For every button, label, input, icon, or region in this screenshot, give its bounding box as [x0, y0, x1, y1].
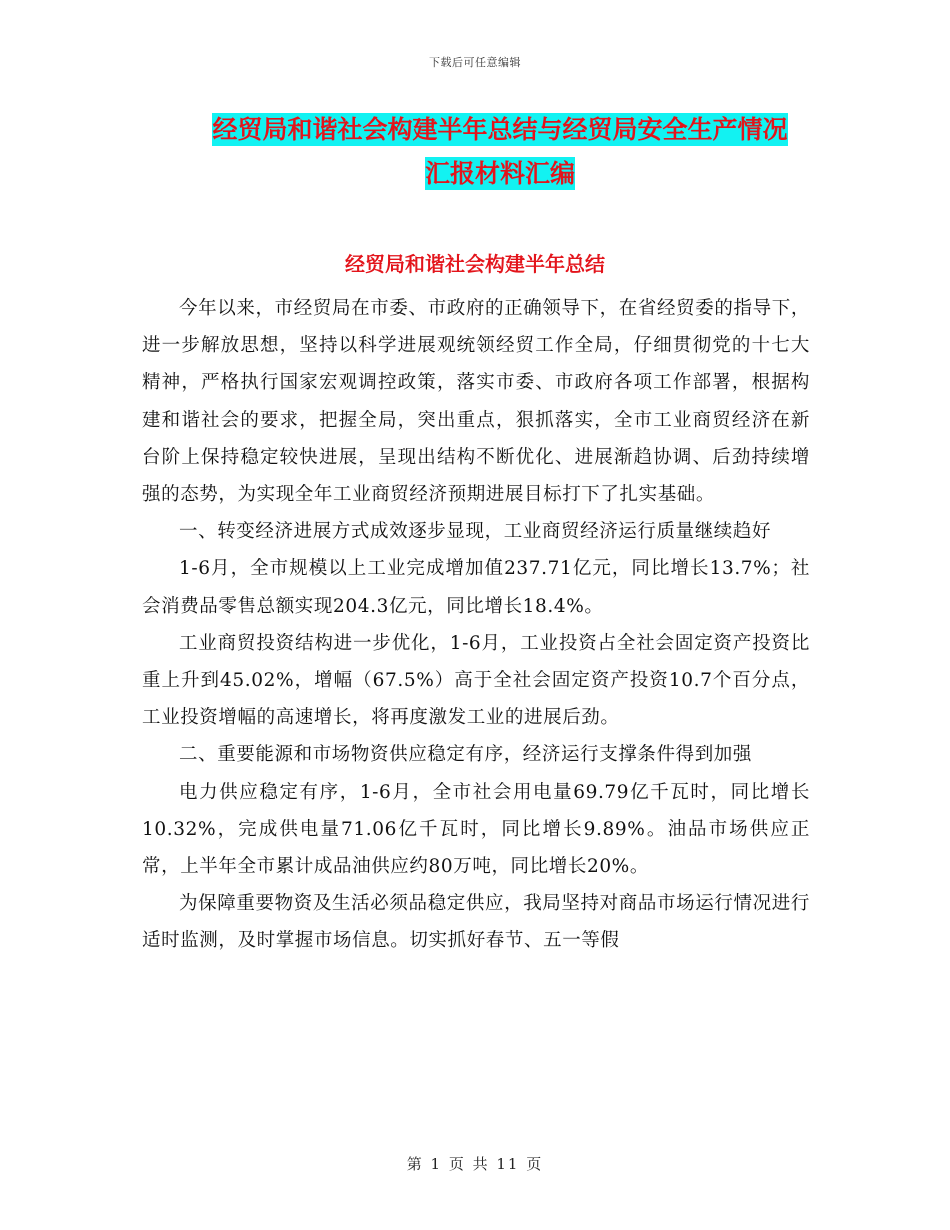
document-title-line-1: 经贸局和谐社会构建半年总结与经贸局安全生产情况: [212, 115, 788, 144]
document-title-line-2: 汇报材料汇编: [424, 159, 575, 188]
paragraph-heading-2: 二、重要能源和市场物资供应稳定有序，经济运行支撑条件得到加强: [179, 744, 753, 766]
paragraph-market-supply: 为保障重要物资及生活必须品稳定供应，我局坚持对商品市场运行情况进行适时监测，及时掌握市场信息。切实抓好春节、五一等假: [142, 893, 810, 952]
paragraph-industry-stats: 1-6月，全市规模以上工业完成增加值237.71亿元，同比增长13.7%；社会消费品零售总额实现204.3亿元，同比增长18.4%。: [142, 558, 810, 617]
section-title: 经贸局和谐社会构建半年总结: [345, 252, 605, 276]
paragraph-investment: 工业商贸投资结构进一步优化，1-6月，工业投资占全社会固定资产投资比重上升到45.02%，增幅（67.5%）高于全社会固定资产投资10.7个百分点，工业投资增幅的高速增长，将再度激发工业的进展后劲。: [142, 632, 810, 729]
document-body: [142, 290, 810, 960]
document-title: [100, 108, 900, 196]
paragraph-energy-supply: 电力供应稳定有序，1-6月，全市社会用电量69.79亿千瓦时，同比增长10.32%，完成供电量71.06亿千瓦时，同比增长9.89%。油品市场供应正常，上半年全市累计成品油供应约80万吨，同比增长20%。: [142, 781, 810, 878]
paragraph-heading-1: 一、转变经济进展方式成效逐步显现，工业商贸经济运行质量继续趋好: [179, 521, 772, 543]
page-number-footer: 第 1 页 共 11 页: [406, 1155, 544, 1173]
header-note: 下载后可任意编辑: [429, 56, 521, 69]
paragraph-intro: 今年以来，市经贸局在市委、市政府的正确领导下，在省经贸委的指导下，进一步解放思想，坚持以科学进展观统领经贸工作全局，仔细贯彻党的十七大精神，严格执行国家宏观调控政策，落实市委、市政府各项工作部署，根据构建和谐社会的要求，把握全局，突出重点，狠抓落实，全市工业商贸经济在新台阶上保持稳定较快进展，呈现出结构不断优化、进展渐趋协调、后劲持续增强的态势，为实现全年工业商贸经济预期进展目标打下了扎实基础。: [142, 298, 810, 506]
